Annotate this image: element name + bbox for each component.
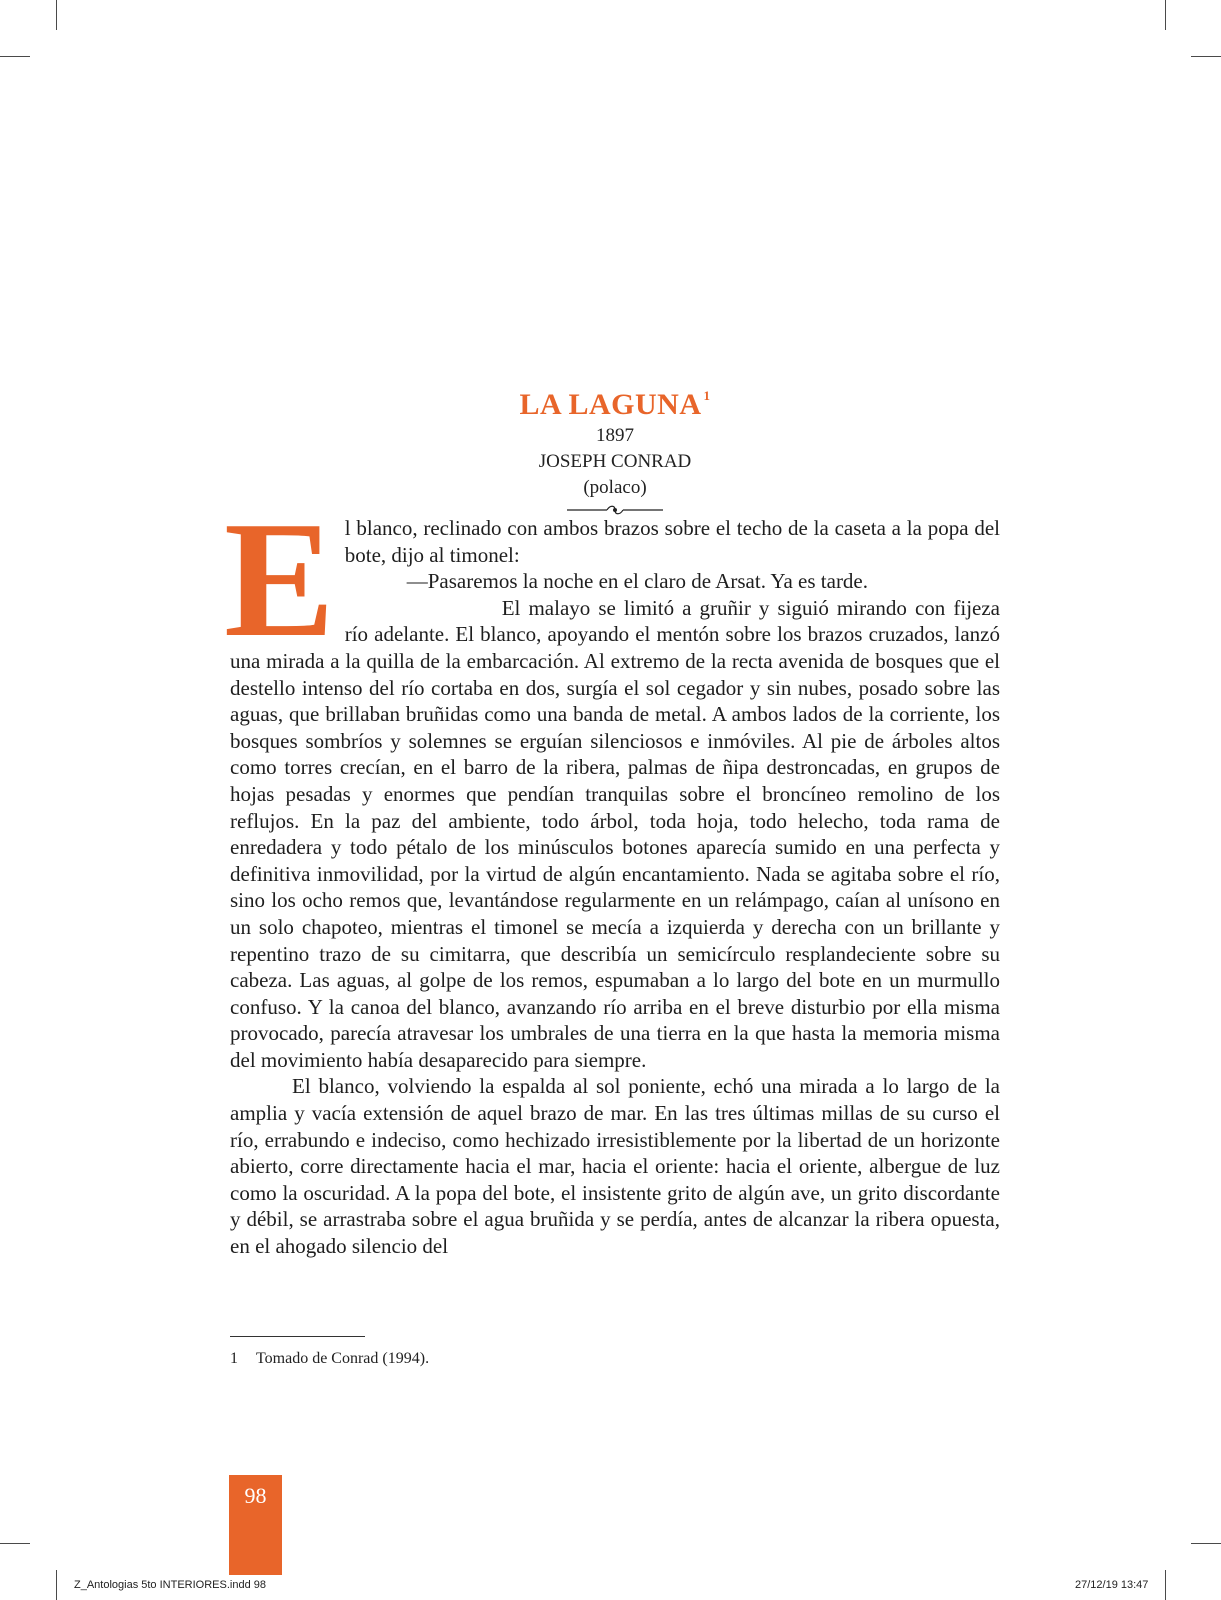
story-year: 1897 [596, 425, 634, 446]
page-number: 98 [244, 1483, 267, 1508]
footnote-reference[interactable]: 1 [703, 388, 711, 403]
story-author: JOSEPH CONRAD [538, 451, 692, 472]
paragraph-3: El malayo se limitó a gruñir y siguió mirando con fijeza río adelante. El blanco, apoyando el mentón sobre los brazos cruzados, lanzó una mirada a la quilla de la embarcación. Al extremo de la recta avenida de bosques que el destello intenso del río cortaba en dos, surgía el sol cegador y sin nubes, posado sobre las aguas, que brillaban bruñidas como una banda de metal. A ambos lados de la corriente, los bosques sombríos y solemnes se erguían silenciosos e inmóviles. Al pie de árboles altos como torres crecían, en el barro de la ribera, palmas de ñipa destroncadas, en grupos de hojas pesadas y enormes que pendían tranquilas sobre el broncíneo remolino de los reflujos. En la paz del ambiente, todo árbol, toda hoja, todo helecho, toda rama de enredadera y todo pétalo de los minúsculos botones aparecía sumido en una perfecta y definitiva inmovilidad, por la virtud de algún encantamiento. Nada se agitaba sobre el río, sino los ocho remos que, levantándose regularmente en un relámpago, caían al unísono en un solo chapoteo, mientras el timonel se mecía a izquierda y derecha con un brillante y repentino trazo de su cimitarra, que describía un semicírculo resplandeciente sobre su cabeza. Las aguas, al golpe de los remos, espumaban a lo largo del bote en un murmullo confuso. Y la canoa del blanco, avanzando río arriba en el breve disturbio por ella misma provocado, parecía atravesar los umbrales de una tierra en la que hasta la memoria misma del movimiento había desaparecido para siempre. [230, 595, 1000, 1072]
crop-mark-right-top [1191, 56, 1221, 57]
drop-cap: E [224, 487, 335, 671]
crop-mark-left-top [0, 56, 30, 57]
page-number-tab [229, 1475, 282, 1575]
crop-mark-right-bottom [1191, 1543, 1221, 1544]
footnote [230, 1350, 429, 1368]
story-title [230, 378, 1000, 423]
paragraph-1: l blanco, reclinado con ambos brazos sobre el techo de la caseta a la popa del bote, dijo al timonel: [344, 516, 1000, 567]
crop-mark-bottom-right [1165, 1570, 1166, 1600]
crop-mark-bottom-left [56, 1570, 57, 1600]
paragraph-4: El blanco, volviendo la espalda al sol poniente, echó una mirada a lo largo de la amplia y vacía extensión de aquel brazo de mar. En las tres últimas millas de su curso el río, errabundo e indeciso, como hechizado irresistiblemente por la libertad de un horizonte abierto, corre directamente hacia el mar, hacia el oriente: hacia el oriente, albergue de luz como la oscuridad. A la popa del bote, el insistente grito de algún ave, un grito discordante y débil, se arrastraba sobre el agua bruñida y se perdía, antes de alcanzar la ribera opuesta, en el ahogado silencio del [230, 1074, 1000, 1259]
slug-datetime: 27/12/19 13:47 [1075, 1579, 1149, 1591]
author-nationality: (polaco) [583, 477, 647, 498]
slug-filename: Z_Antologias 5to INTERIORES.indd 98 [74, 1579, 266, 1591]
footnote-number: 1 [230, 1350, 238, 1367]
paragraph-2: —Pasaremos la noche en el claro de Arsat. Ya es tarde. [406, 569, 869, 594]
story-title-text: LA LAGUNA [519, 388, 702, 421]
footnote-text: Tomado de Conrad (1994). [256, 1350, 430, 1367]
crop-mark-left-bottom [0, 1543, 30, 1544]
story-header [230, 378, 1000, 516]
crop-mark-top-left [56, 0, 57, 30]
footnote-rule [230, 1336, 365, 1337]
crop-mark-top-right [1165, 0, 1166, 30]
